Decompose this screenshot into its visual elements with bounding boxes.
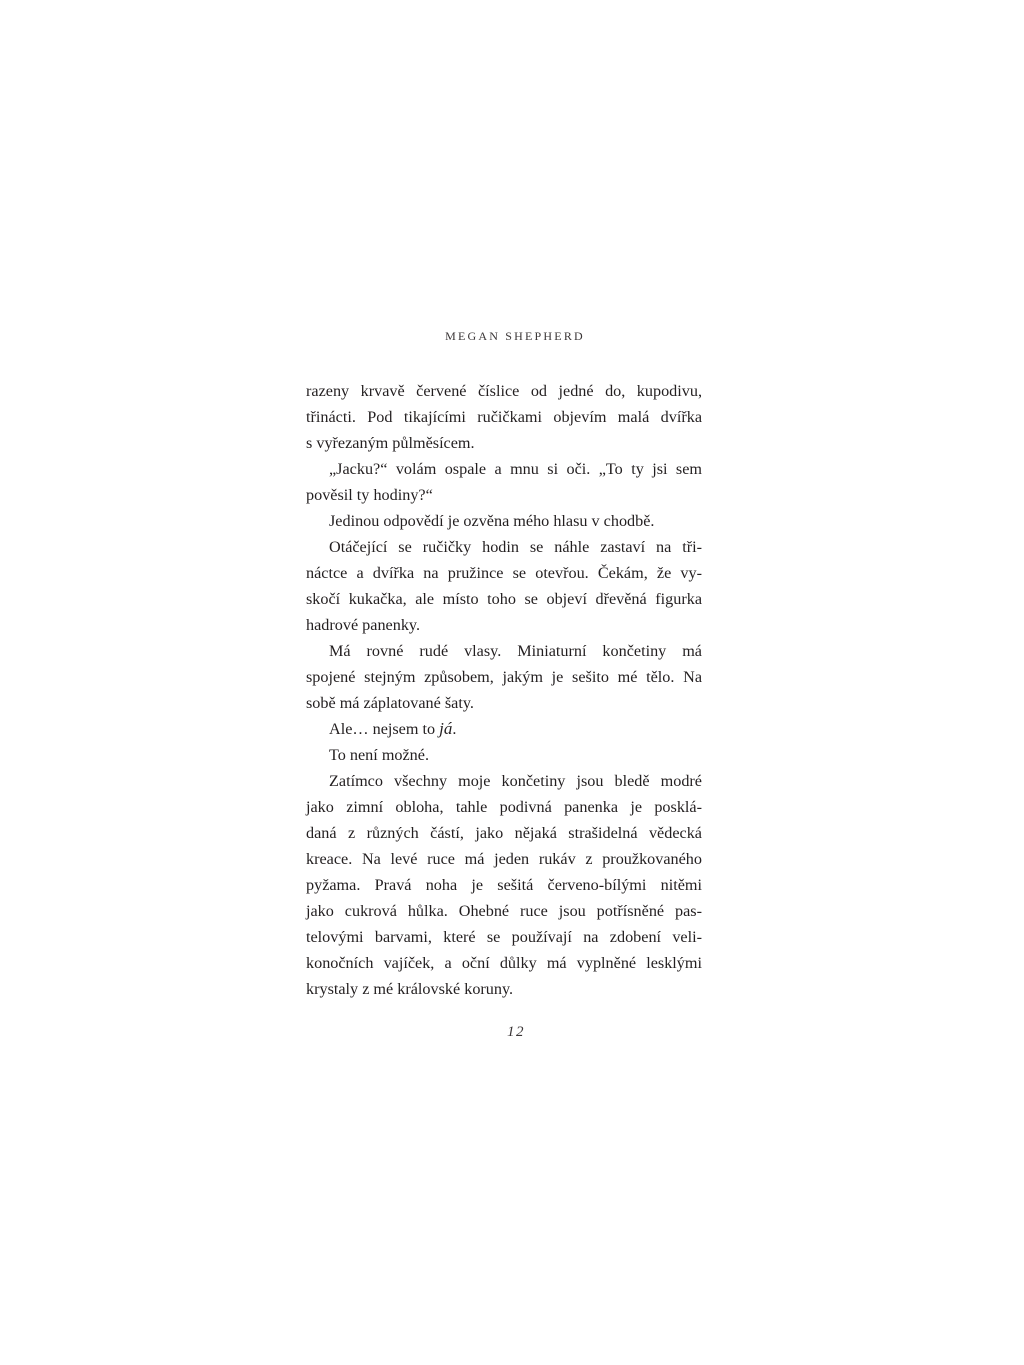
text-line: konočních vajíček, a oční důlky má vyplněné lesklými bbox=[306, 954, 702, 972]
text-line: spojené stejným způsobem, jakým je sešito mé tělo. Na bbox=[306, 668, 702, 686]
running-head: MEGAN SHEPHERD bbox=[445, 329, 585, 343]
text-line: třinácti. Pod tikajícími ručičkami objevím malá dvířka bbox=[306, 408, 702, 426]
text-line-emphasis bbox=[306, 716, 702, 742]
text-line: krystaly z mé královské koruny. bbox=[306, 980, 514, 998]
text-line: náctce a dvířka na pružince se otevřou. Čekám, že vy- bbox=[306, 564, 702, 582]
text-line: Zatímco všechny moje končetiny jsou bledě modré bbox=[329, 772, 702, 790]
text-line: hadrové panenky. bbox=[306, 616, 421, 634]
text-line: Jedinou odpovědí je ozvěna mého hlasu v chodbě. bbox=[329, 512, 655, 530]
text-line: razeny krvavě červené číslice od jedné do, kupodivu, bbox=[306, 382, 702, 400]
text-line-end: . bbox=[452, 720, 457, 738]
text-line: daná z různých částí, jako nějaká strašidelná vědecká bbox=[306, 824, 702, 842]
text-line: pověsil ty hodiny?“ bbox=[306, 486, 433, 504]
text-line: sobě má záplatované šaty. bbox=[306, 694, 474, 712]
text-line: s vyřezaným půlměsícem. bbox=[306, 434, 475, 452]
text-line: jako cukrová hůlka. Ohebné ruce jsou potřísněné pas- bbox=[306, 902, 702, 920]
text-line: pyžama. Pravá noha je sešitá červeno-bílými nitěmi bbox=[306, 876, 702, 894]
text-line: telovými barvami, které se používají na zdobení veli- bbox=[306, 928, 702, 946]
page-number: 12 bbox=[507, 1024, 525, 1040]
text-line: „Jacku?“ volám ospale a mnu si oči. „To ty jsi sem bbox=[329, 460, 702, 478]
emphasized-word: já bbox=[439, 719, 453, 738]
text-line: Má rovné rudé vlasy. Miniaturní končetiny má bbox=[329, 642, 702, 660]
text-line: jako zimní obloha, tahle podivná panenka je posklá- bbox=[306, 798, 702, 816]
text-line: skočí kukačka, ale místo toho se objeví dřevěná figurka bbox=[306, 590, 702, 608]
text-line-start: Ale… nejsem to bbox=[329, 720, 440, 738]
text-line: To není možné. bbox=[329, 746, 430, 764]
text-line: kreace. Na levé ruce má jeden rukáv z proužkovaného bbox=[306, 850, 702, 868]
text-line: Otáčející se ručičky hodin se náhle zastaví na tři- bbox=[329, 538, 702, 556]
body-text bbox=[306, 378, 702, 1002]
